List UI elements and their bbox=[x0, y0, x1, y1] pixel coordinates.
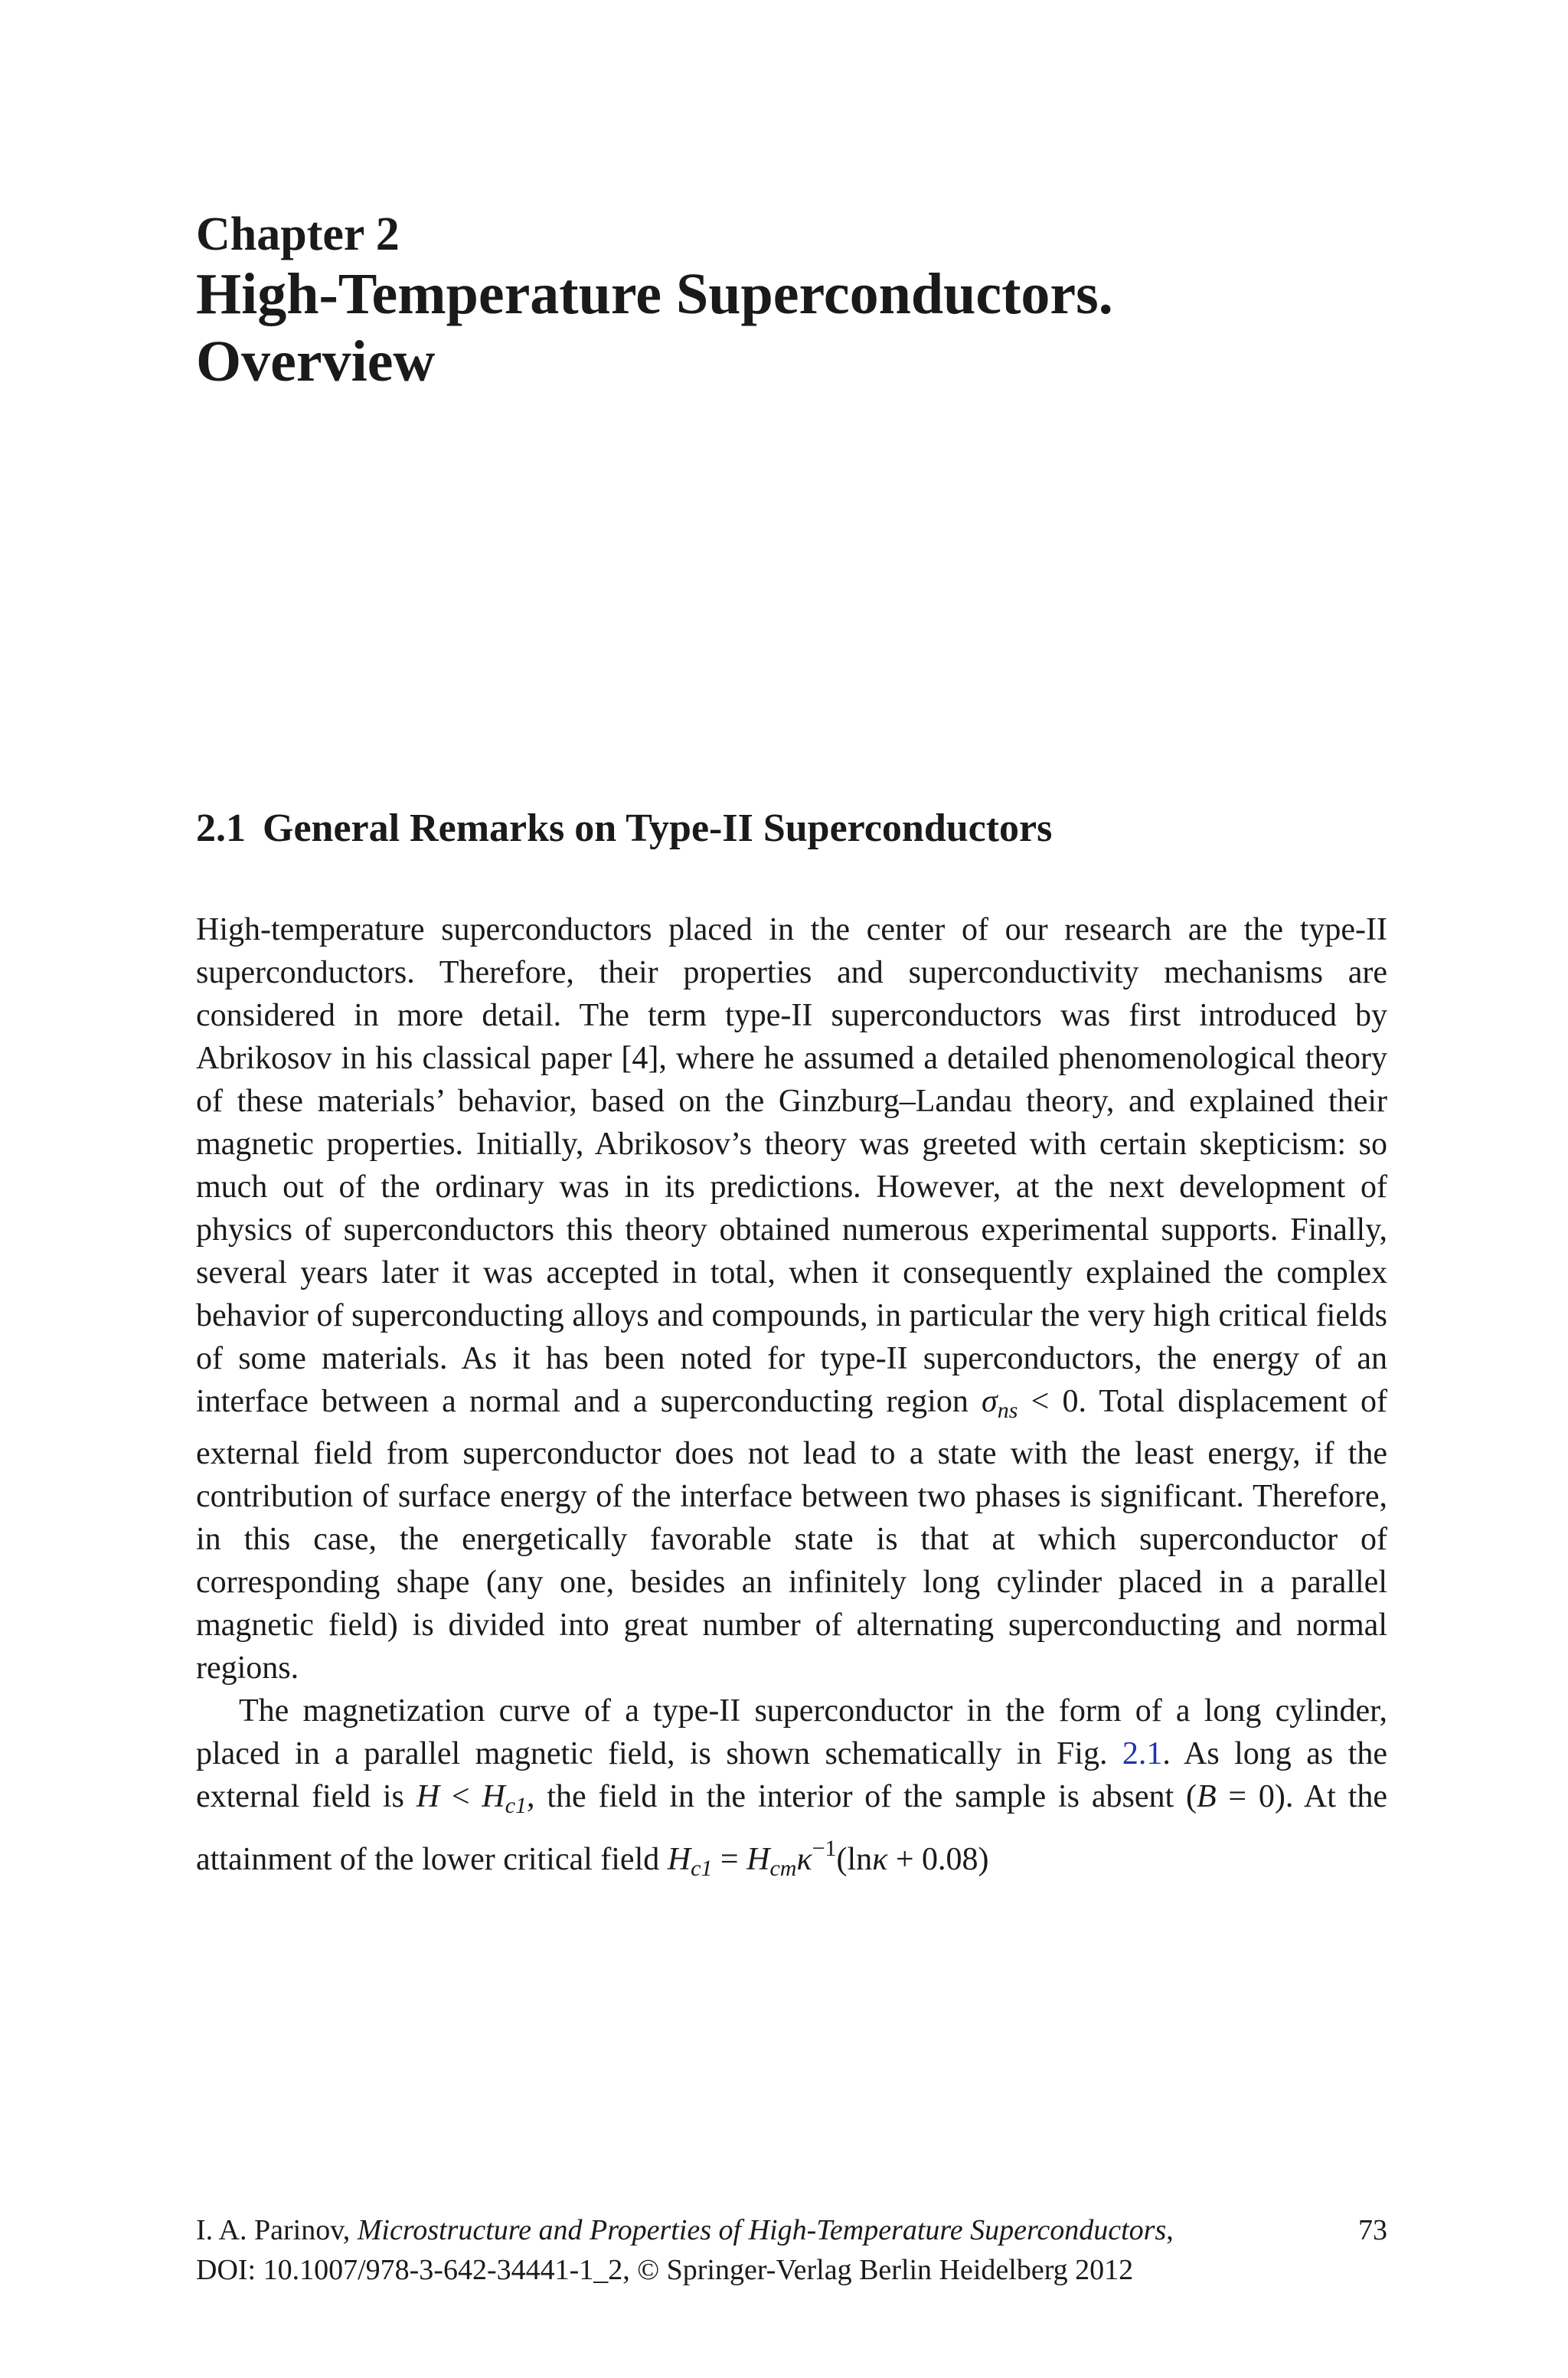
paragraph-2-text-d: = 0). At the attainment of the lower critical field bbox=[196, 1779, 1388, 1877]
footer-citation-line bbox=[196, 2210, 1387, 2250]
chapter-title-line-2: Overview bbox=[196, 329, 436, 394]
eq-tail-b: + 0.08) bbox=[887, 1842, 989, 1877]
paragraph-1-text-a: High-temperature superconductors placed in the center of our research are the type-II superconductors. Therefore, their properties and superconductivity mechanisms are considered in more detail. The term type-II superconductors was first introduced by Abrikosov in his classical paper [4], where he assumed a detailed phenomenological theory of these materials’ behavior, based on the Ginzburg–Landau theory, and explained their magnetic properties. Initially, Abrikosov’s theory was greeted with certain skepticism: so much out of the ordinary was in its predictions. However, at the next development of physics of superconductors this theory obtained numerous experimental supports. Finally, several years later it was accepted in total, when it consequently explained the complex behavior of superconducting alloys and compounds, in particular the very high critical fields of some materials. As it has been noted for type-II superconductors, the energy of an interface between a normal and a superconducting region bbox=[196, 912, 1387, 1419]
figure-reference-link[interactable]: 2.1 bbox=[1122, 1736, 1163, 1771]
kappa-exponent: −1 bbox=[812, 1836, 837, 1861]
paragraph-1-text-b: < 0. Total displacement of external field from superconductor does not lead to a state with the least energy, if the contribution of surface energy of the interface between two phases is significant. Therefore, in this case, the energetically favorable state is that at which superconductor of corresponding shape (any one, besides an infinitely long cylinder placed in a parallel magnetic field) is divided into great number of alternating superconducting and normal regions. bbox=[196, 1384, 1387, 1686]
section-title: General Remarks on Type-II Superconductors bbox=[263, 806, 1053, 850]
body-text bbox=[196, 908, 1387, 1890]
h-symbol: H bbox=[416, 1779, 440, 1814]
footer-comma: , bbox=[1166, 2214, 1174, 2246]
chapter-title-line-1: High-Temperature Superconductors. bbox=[196, 262, 1113, 326]
hc1-symbol: H bbox=[482, 1779, 505, 1814]
less-than-sign: < bbox=[439, 1779, 482, 1814]
eq-h-symbol: H bbox=[667, 1842, 691, 1877]
paragraph-2-text-b: . As long as the external field is bbox=[196, 1736, 1387, 1814]
paragraph-2-text-a: The magnetization curve of a type-II superconductor in the form of a long cylinder, placed in a parallel magnetic field, is shown schematically in Fig. bbox=[196, 1693, 1387, 1771]
page-number: 73 bbox=[1358, 2214, 1387, 2246]
eq-h-subscript: c1 bbox=[691, 1856, 713, 1881]
section-heading bbox=[196, 801, 1052, 856]
page-footer bbox=[196, 2210, 1387, 2290]
chapter-title bbox=[196, 260, 1421, 395]
footer-author: I. A. Parinov, bbox=[196, 2214, 358, 2246]
equals-sign: = bbox=[712, 1842, 747, 1877]
kappa-symbol-2: κ bbox=[872, 1842, 888, 1877]
eq-tail-a: (ln bbox=[836, 1842, 873, 1877]
eq-hcm-subscript: cm bbox=[769, 1856, 797, 1881]
b-symbol: B bbox=[1196, 1779, 1217, 1814]
sigma-subscript: ns bbox=[997, 1398, 1018, 1423]
chapter-label: Chapter 2 bbox=[196, 208, 400, 260]
paragraph-1 bbox=[196, 908, 1387, 1689]
sigma-symbol: σ bbox=[982, 1384, 998, 1419]
kappa-symbol: κ bbox=[796, 1842, 812, 1877]
paragraph-2-text-c: , the field in the interior of the sample is absent ( bbox=[527, 1779, 1197, 1814]
hc1-subscript: c1 bbox=[505, 1793, 528, 1818]
paragraph-2 bbox=[196, 1689, 1387, 1890]
section-number: 2.1 bbox=[196, 806, 246, 850]
footer-book-title: Microstructure and Properties of High-Temperature Superconductors bbox=[357, 2214, 1167, 2246]
eq-hcm-symbol: H bbox=[746, 1842, 770, 1877]
footer-doi-line: DOI: 10.1007/978-3-642-34441-1_2, © Springer-Verlag Berlin Heidelberg 2012 bbox=[196, 2254, 1134, 2286]
